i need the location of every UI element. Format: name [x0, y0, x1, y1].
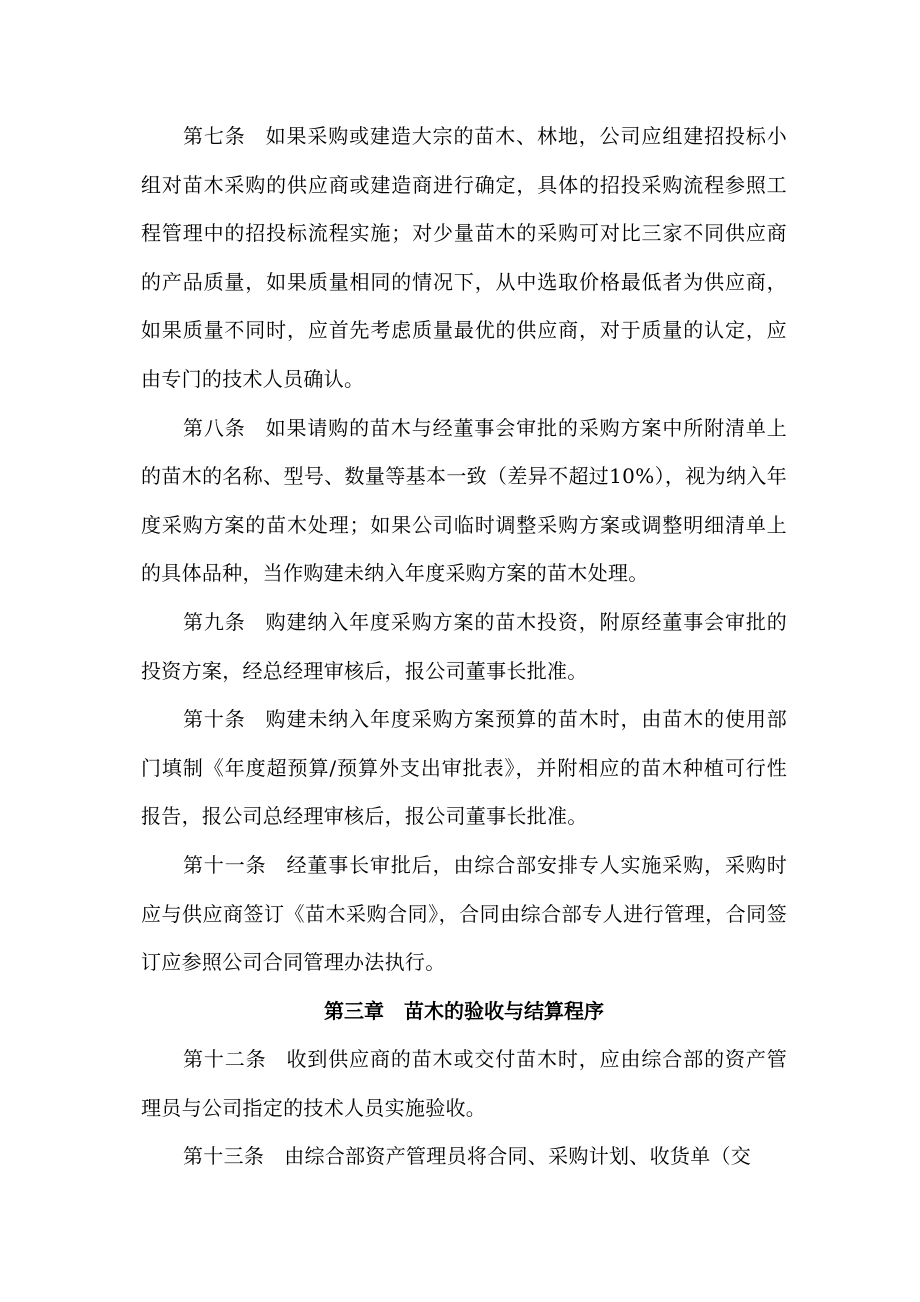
- article-number: 第十条: [183, 707, 246, 732]
- article-13: [141, 1132, 787, 1181]
- article-number: 第十一条: [183, 852, 267, 877]
- article-number: 第十二条: [183, 1047, 267, 1072]
- article-number: 第十三条: [183, 1144, 265, 1169]
- article-text: 购建纳入年度采购方案的苗木投资，附原经董事会审批的投资方案，经总经理审核后，报公司董事长批准。: [141, 609, 788, 683]
- article-number: 第九条: [183, 609, 246, 634]
- document-page: [141, 112, 787, 1181]
- article-7: [141, 112, 787, 404]
- article-text: 收到供应商的苗木或交付苗木时，应由综合部的资产管理员与公司指定的技术人员实施验收。: [141, 1047, 787, 1120]
- article-11: [141, 841, 787, 987]
- article-12: [141, 1035, 787, 1132]
- article-text: 经董事长审批后，由综合部安排专人实施采购，采购时应与供应商签订《苗木采购合同》，合同由综合部专人进行管理，合同签订应参照公司合同管理办法执行。: [141, 852, 787, 975]
- article-text: 购建未纳入年度采购方案预算的苗木时，由苗木的使用部门填制《年度超预算/预算外支出审批表》，并附相应的苗木种植可行性报告，报公司总经理审核后，报公司董事长批准。: [141, 707, 788, 829]
- article-text: 如果采购或建造大宗的苗木、林地，公司应组建招投标小组对苗木采购的供应商或建造商进行确定，具体的招投采购流程参照工程管理中的招投标流程实施；对少量苗木的采购可对比三家不同供应商的产品质量，如果质量相同的情况下，从中选取价格最低者为供应商，如果质量不同时，应首先考虑质量最优的供应商，对于质量的认定，应由专门的技术人员确认。: [141, 124, 788, 391]
- article-number: 第七条: [183, 124, 246, 148]
- article-text: 由综合部资产管理员将合同、采购计划、收货单（交: [284, 1144, 752, 1169]
- article-text: 如果请购的苗木与经董事会审批的采购方案中所附清单上的苗木的名称、型号、数量等基本一致（差异不超过10%），视为纳入年度采购方案的苗木处理；如果公司临时调整采购方案或调整明细清单上的具体品种，当作购建未纳入年度采购方案的苗木处理。: [141, 415, 788, 586]
- article-8: [141, 404, 787, 598]
- article-number: 第八条: [183, 415, 246, 440]
- article-9: [141, 598, 787, 695]
- chapter-title: 第三章 苗木的验收与结算程序: [324, 998, 604, 1023]
- article-10: [141, 695, 787, 841]
